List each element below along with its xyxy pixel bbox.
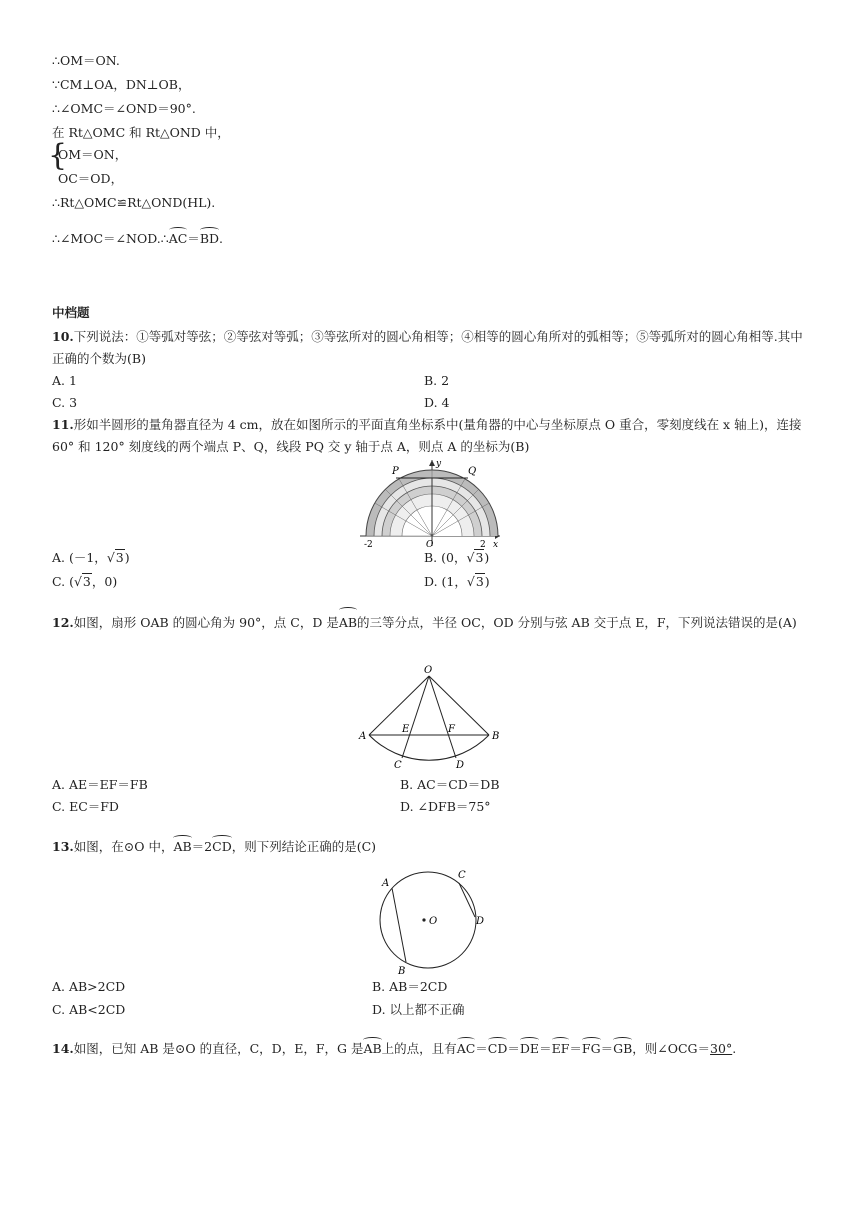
sqrt-sign: √3 [466,550,484,565]
sqrt-sign: √3 [466,574,484,589]
q12-option-c: C. EC＝FD [52,799,119,814]
arc-ab: AB [339,610,357,636]
protractor-figure [356,456,502,548]
q11-b-post: ) [484,550,490,565]
label-c: C [394,760,402,771]
label-q: Q [468,466,477,477]
q10-option-b: B. 2 [424,373,450,388]
q10-text: 下列说法：①等弧对等弦；②等弦对等弧；③等弦所对的圆心角相等；④相等的圆心角所对的弧相等；⑤等弧所对的圆心角相等.其中正确的个数为(B) [52,329,803,366]
q14-answer: 30° [710,1041,733,1056]
eq-sign: ＝ [187,231,200,246]
eq-sign: ＝ [569,1041,582,1056]
q12-stem [52,610,812,636]
label-d: D [476,916,485,927]
label-y: y [436,459,442,469]
q10-stem [52,326,812,370]
eq-sign: ＝ [507,1041,520,1056]
q11-c-pre: C. ( [52,574,74,589]
q11-option-d [424,573,490,591]
q13-text-b: ，则下列结论正确的是(C) [231,839,377,854]
q11-option-c [52,573,117,591]
q11-stem [52,414,812,458]
label-a: A [359,731,367,742]
arc-ab: AB [363,1041,382,1056]
q11-text: 形如半圆形的量角器直径为 4 cm，放在如图所示的平面直角坐标系中(量角器的中心与坐标原点 O 重合，零刻度线在 x 轴上)，连接 60° 和 120° 刻度线的两个端点 P、Q，线段 PQ 交 y 轴于点 A，则点 A 的坐标为(B) [52,417,802,454]
q12-number: 12. [52,615,74,630]
q11-option-b [424,549,489,567]
q12-text-a: 如图，扇形 OAB 的圆心角为 90°，点 C，D 是 [73,615,339,630]
q10-option-d: D. 4 [424,395,450,410]
proof-line-5: OM＝ON， [58,147,128,162]
q12-option-d: D. ∠DFB＝75° [400,799,491,814]
q10-number: 10. [52,329,74,344]
circle-figure [372,864,490,976]
arc-ab: AB [173,839,192,854]
q14-stem [52,1040,736,1058]
proof-line-4: 在 Rt△OMC 和 Rt△OND 中， [52,125,230,140]
q14-text-b: 上的点，且有 [381,1041,457,1056]
eq-sign: ＝ [600,1041,614,1056]
arc-gb: GB [613,1041,633,1056]
q10-option-c: C. 3 [52,395,78,410]
q14-text-c: ，则∠OCG＝ [632,1041,711,1056]
proof-line-6: OC＝OD， [58,171,124,186]
q13-stem [52,838,376,856]
sqrt-sign: √3 [106,550,124,565]
q11-c-post: ，0) [91,574,118,589]
proof-line-3: ∴∠OMC＝∠OND＝90°. [52,101,196,116]
q11-d-radicand: 3 [475,574,484,589]
q11-d-post: ) [484,574,490,589]
label-neg2: -2 [364,540,373,548]
q12-option-b: B. AC＝CD＝DB [400,777,500,792]
q11-d-pre: D. (1， [424,574,467,589]
q13-option-b: B. AB＝2CD [372,979,448,994]
q14-text-a: 如图，已知 AB 是⊙O 的直径，C，D，E，F，G 是 [73,1041,364,1056]
label-x: x [493,540,499,548]
arc-de: DE [519,1041,540,1056]
q14-number: 14. [52,1041,74,1056]
q12-text-b: 的三等分点，半径 OC，OD 分别与弦 AB 交于点 E，F，下列说法错误的是(A) [357,615,797,630]
arc-ef: EF [551,1041,570,1056]
q13-option-a: A. AB>2CD [52,979,126,994]
label-o: O [429,916,438,927]
q11-b-pre: B. (0， [424,550,467,565]
q10-option-a: A. 1 [52,373,77,388]
label-c: C [458,870,466,881]
label-pos2: 2 [480,540,486,548]
arc-bd: BD [199,231,220,246]
arc-fg: FG [581,1041,601,1056]
q11-option-a [52,549,130,567]
sector-figure [356,662,506,772]
arc-ac: AC [456,1041,476,1056]
q11-b-radicand: 3 [475,550,484,565]
label-p: P [392,466,399,477]
arc-cd: CD [487,1041,508,1056]
sqrt-sign: √3 [73,574,91,589]
q12-option-a: A. AE＝EF＝FB [52,777,148,792]
period: . [219,231,224,246]
eq-sign: ＝ [539,1041,552,1056]
q11-a-pre: A. (－1， [52,550,107,565]
proof-line-7: ∴Rt△OMC≌Rt△OND(HL). [52,195,216,210]
q11-c-radicand: 3 [82,574,91,589]
arc-cd: CD [212,839,232,854]
label-o: O [426,540,434,548]
label-b: B [398,966,406,976]
label-f: F [448,724,455,735]
label-d: D [456,760,465,771]
section-title: 中档题 [52,305,90,320]
q13-option-c: C. AB<2CD [52,1002,126,1017]
label-o: O [424,665,433,676]
q13-option-d: D. 以上都不正确 [372,1002,465,1017]
eq-sign: ＝ [475,1041,488,1056]
proof-line-8-text: ∴∠MOC＝∠NOD.∴ [52,231,169,246]
q11-a-post: ) [124,550,130,565]
q13-text-a: 如图，在⊙O 中， [73,839,174,854]
arc-ac: AC [168,231,188,246]
q14-end: . [732,1041,737,1056]
q13-number: 13. [52,839,74,854]
label-e: E [402,724,410,735]
proof-line-1: ∴OM＝ON. [52,53,120,68]
system-brace: { [48,138,68,173]
q11-a-radicand: 3 [115,550,124,565]
proof-line-2: ∵CM⊥OA，DN⊥OB， [52,77,191,92]
q13-eq: ＝2 [191,839,213,854]
label-b: B [492,731,500,742]
proof-line-8 [52,230,223,248]
label-a: A [382,878,390,889]
q11-number: 11. [52,417,74,432]
